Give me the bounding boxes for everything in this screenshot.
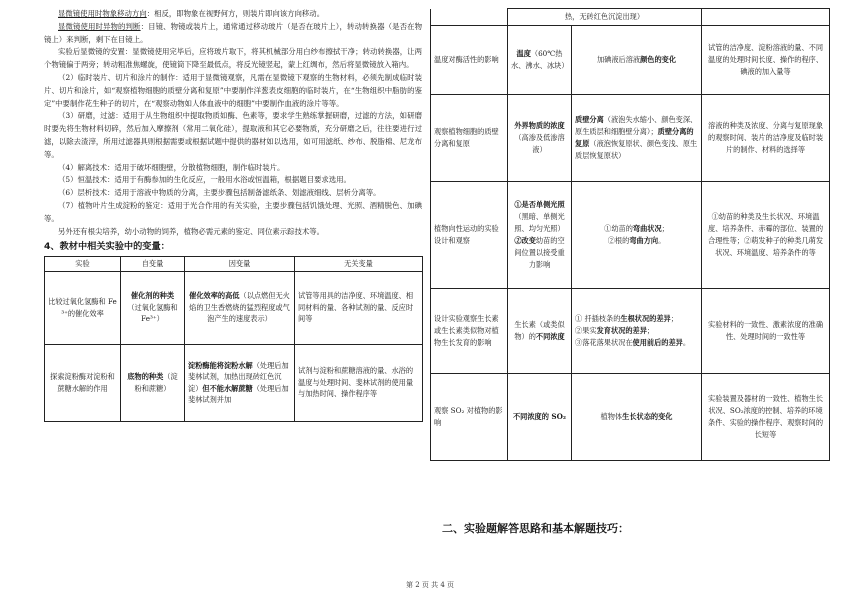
table-row	[431, 289, 830, 374]
table-row	[431, 182, 830, 289]
table-row	[431, 26, 830, 95]
cell-controlled: 试管等用具的洁净度、环境温度、相同材料的量、各种试剂的量、反应时间等	[295, 271, 423, 344]
header-experiment: 实验	[45, 257, 121, 271]
cell-bold: 弯曲方向	[629, 236, 659, 245]
cell-bold: 不同浓度的 SO₂	[512, 412, 567, 421]
variables-table-left	[44, 256, 423, 421]
cell-text: 。	[658, 236, 666, 245]
cell-experiment: 植物向性运动的实验设计和观察	[431, 182, 508, 289]
left-column	[44, 8, 422, 422]
paragraph-text: ：相反，即物象在视野何方，则装片即向该方向移动。	[146, 9, 325, 18]
cell-dependent	[185, 344, 295, 421]
cell-controlled: 溶液的种类及浓度、分离与复原现象的观察时间、装片的洁净度及临时装片的制作、材料的选择等	[702, 95, 830, 182]
paragraph-text: ：目镜、物镜或装片上，通常通过移动玻片（是否在玻片上），转动转换器（是否在物镜上）来判断，剩下在目镜上。	[44, 21, 422, 44]
cell-empty	[431, 9, 508, 26]
variables-table-right	[430, 8, 830, 461]
cell-text: （淀粉和蔗糖）	[134, 372, 178, 393]
cell-text: ；	[646, 326, 655, 335]
cell-experiment: 设计实验观察生长素或生长素类似物对植物生长发育的影响	[431, 289, 508, 374]
cell-empty	[702, 9, 830, 26]
cell-bold: 质壁分离	[575, 115, 604, 124]
cell-text: ②果实	[575, 326, 597, 335]
cell-independent	[508, 374, 572, 461]
cell-text: 幼苗的空间位置以接受重力影响	[514, 236, 565, 269]
cell-controlled: 实验材料的一致性、激素浓度的准确性、处理时间的一致性等	[702, 289, 830, 374]
cell-independent	[508, 95, 572, 182]
paragraph: （5）恒温技术：适用于有酶参加的生化反应，一般用水浴或恒温箱，根据题目要求选用。	[58, 175, 351, 185]
cell-dependent	[185, 271, 295, 344]
cell-independent	[121, 271, 185, 344]
cell-controlled: 试管的洁净度、淀粉溶液的量、不同温度的处理时间长度、操作的程序、碘液的加入量等	[702, 26, 830, 95]
cell-text: （处理后加斐林试剂并加	[188, 383, 289, 404]
paragraph: （4）解离技术：适用于破坏细胞壁，分散植物细胞，制作临时装片。	[58, 162, 285, 172]
section-heading: 4、教材中相关实验中的变量：	[44, 241, 170, 253]
header-independent: 自变量	[121, 257, 185, 271]
cell-text: ；	[670, 314, 678, 323]
cell-dependent	[572, 289, 702, 374]
cell-bold: 淀粉酶能将淀粉水解	[188, 360, 253, 370]
header-controlled: 无关变量	[295, 257, 423, 271]
table-row	[45, 271, 423, 344]
cell-text: （黑暗、单侧光照、均匀光照）	[514, 212, 565, 233]
header-dependent: 因变量	[185, 257, 295, 271]
cell-text: ；	[661, 224, 669, 233]
cell-independent	[508, 289, 572, 374]
paragraph: （3）研磨，过滤：适用于从生物组织中提取物质如酶、色素等，要求学生熟练掌握研磨，过滤的方法，如研磨时要先将生物材料切碎，然后加入摩擦剂（常用二氧化硅），提取液和其它必要物质，充分研磨之后，往往要进行过滤，以除去渣滓，所用过滤器具则根据需要或根据试题中提供的器材如以选用，如可用滤纸、纱布、脱脂棉、尼龙布等。	[44, 111, 422, 159]
paragraph: （7）植物叶片生成淀粉的鉴定：适用于光合作用的有关实验，主要步骤包括饥饿处理、光照、酒精脱色、加碘等。	[44, 200, 422, 223]
cell-controlled: ①幼苗的种类及生长状况、环境温度、培养条件、赤霉的部位、装置的合理性等；②萌发种子的种类几萌发状况、环境温度、培养条件的等	[702, 182, 830, 289]
cell-independent	[508, 182, 572, 289]
paragraph: 实验后显微镜的安置：显微镜使用完毕后，应将玻片取下，将其机械部分用白纱布擦拭干净；转动转换器，让两个物镜偏于两旁；转动粗准焦螺旋，使镜筒下降至最低点，将反光镜竖起，蒙上红绸布，然后将显微镜放入箱内。	[44, 47, 422, 70]
cell-controlled: 试剂与淀粉和蔗糖溶液的量、水浴的温度与处理时间、斐林试剂的使用量与加热时间、操作程序等	[295, 344, 423, 421]
cell-controlled: 实验装置及器材的一致性、植物生长状况、SO₂浓度的控制、培养的环境条件、实验的操作程序、观察时间的长短等	[702, 374, 830, 461]
cell-text: （60℃热水、沸水、冰块）	[511, 49, 569, 70]
paragraph	[44, 21, 422, 47]
cell-experiment: 比较过氧化氢酶和 Fe³⁺的催化效率	[45, 271, 121, 344]
cell-dependent	[572, 26, 702, 95]
cell-bold: 质壁分离的复原	[575, 127, 694, 148]
cell-text: （处理后加斐林试剂，加热出现砖红色沉淀）	[188, 360, 289, 393]
paragraph-lead: 显微镜使用时物象移动方向	[58, 9, 147, 18]
paragraph: （6）层析技术：适用于溶液中物质的分离，主要步骤包括制备滤纸条、划滤液细线、层析分离等。	[58, 188, 381, 198]
cell-experiment: 探索淀粉酶对淀粉和蔗糖水解的作用	[45, 344, 121, 421]
section-heading: 二、实验题解答思路和基本解题技巧：	[442, 522, 629, 535]
cell-text: （液泡失水缩小、颜色变深、原生质层和细胞壁分离）	[575, 115, 698, 136]
cell-text: 。	[682, 338, 691, 347]
cell-text: （高渗及低渗溶液）	[514, 133, 565, 154]
cell-bold: 但不能水解蔗糖	[202, 383, 253, 393]
cell-bold: 不同浓度	[535, 332, 565, 341]
cell-independent	[121, 344, 185, 421]
cell-text: 生长素（或类似物）的	[514, 320, 565, 341]
cell-text: ①幼苗的	[604, 224, 633, 233]
cell-experiment: 观察植物细胞的质壁分离和复原	[431, 95, 508, 182]
cell-bold: 颜色的变化	[640, 55, 677, 64]
cell-bold: 使用前后的差异	[632, 338, 683, 347]
cell-text: ① 扦插枝条的	[575, 314, 621, 323]
cell-bold: 外界物质的浓度	[514, 121, 565, 130]
cell-bold: 生长状态的变化	[622, 412, 673, 421]
paragraph-lead: 显微镜使用时异物的判断	[58, 21, 141, 31]
paragraph	[44, 8, 422, 21]
cell-dependent	[572, 95, 702, 182]
cell-dependent	[572, 182, 702, 289]
cell-text: （以点燃但无火焰的卫生香燃烧的猛烈程度或气泡产生的速度表示）	[189, 291, 290, 324]
table-row	[431, 95, 830, 182]
cell-experiment: 温度对酶活性的影响	[431, 26, 508, 95]
cell-bold: 催化效率的高低	[189, 291, 240, 301]
table-row	[45, 344, 423, 421]
cell-text: ③落花落果状况在	[575, 338, 633, 347]
cell-independent	[508, 26, 572, 95]
table-row	[431, 374, 830, 461]
cell-bold: ①是否单侧光照	[514, 200, 565, 209]
cell-text: （液泡恢复原状、颜色变浅、原生质层恢复原状）	[575, 139, 698, 160]
cell-bold: 底物的种类	[127, 372, 164, 382]
cell-dependent	[572, 374, 702, 461]
right-column	[430, 8, 829, 461]
cell-bold: 发育状况的差异	[596, 326, 647, 335]
cell-text: 加碘液后溶液	[596, 55, 641, 64]
cell-text: 植物体	[600, 412, 623, 421]
paragraph: （2）临时装片、切片和涂片的制作：适用于显微镜观察，凡需在显微镜下观察的生物材料，必须先制成临时装片、切片和涂片，如“观察植物细胞的质壁分离和复原”中要制作洋葱表皮细胞的临时装片，在“生物组织中脂肪的鉴定”中要制作花生种子的切片，在“观察动物如人体血液中的细胞”中要制作血液的涂片等等。	[44, 72, 422, 108]
cell-bold: ②改变	[514, 236, 536, 245]
cell-continued: 热，无砖红色沉淀出现）	[508, 9, 702, 26]
paragraph: 另外还有根尖培养，幼小动物的饲养，植物必需元素的鉴定、同位素示踪技术等。	[58, 226, 325, 236]
cell-text: （过氧化氢酶和 Fe³⁺）	[127, 302, 178, 324]
cell-experiment: 观察 SO₂ 对植物的影响	[431, 374, 508, 461]
cell-text: ；	[650, 127, 658, 136]
cell-bold: 生根状况的差异	[620, 314, 671, 323]
cell-bold: 弯曲状况	[632, 224, 662, 233]
table-row-continued	[431, 9, 830, 26]
cell-text: ②根的	[607, 236, 630, 245]
table-header-row	[45, 257, 423, 271]
cell-bold: 催化剂的种类	[130, 291, 175, 301]
cell-bold: 温度	[516, 49, 531, 58]
page-number: 第 2 页 共 4 页	[405, 581, 455, 589]
